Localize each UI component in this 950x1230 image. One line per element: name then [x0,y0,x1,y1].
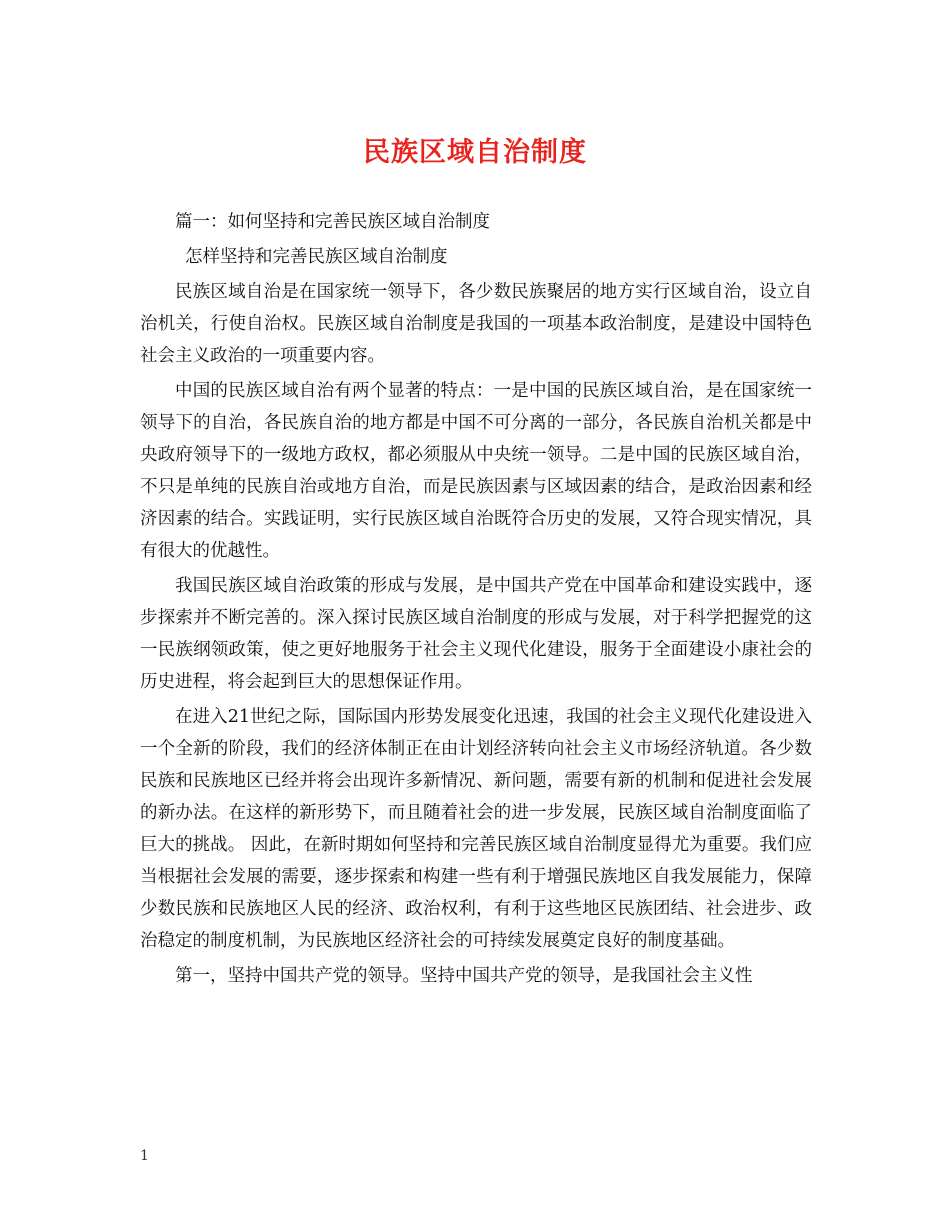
sub-heading: 怎样坚持和完善民族区域自治制度 [185,247,448,267]
paragraph: 中国的民族区域自治有两个显著的特点：一是中国的民族区域自治，是在国家统一领导下的自治，各民族自治的地方都是中国不可分离的一部分，各民族自治机关都是中央政府领导下的一级地方政权，都必须服从中央统一领导。二是中国的民族区域自治，不只是单纯的民族自治或地方自治，而是民族因素与区域因素的结合，是政治因素和经济因素的结合。实践证明，实行民族区域自治既符合历史的发展，又符合现实情况，具有很大的优越性。 [140,381,812,561]
paragraph: 第一，坚持中国共产党的领导。坚持中国共产党的领导，是我国社会主义性 [175,966,753,986]
section-heading: 篇一：如何坚持和完善民族区域自治制度 [175,212,490,232]
paragraph: 在进入21世纪之际，国际国内形势发展变化迅速，我国的社会主义现代化建设进入一个全新的阶段，我们的经济体制正在由计划经济转向社会主义市场经济轨道。各少数民族和民族地区已经并将会出现许多新情况、新问题，需要有新的机制和促进社会发展的新办法。在这样的新形势下，而且随着社会的进一步发展，民族区域自治制度面临了巨大的挑战。 因此，在新时期如何坚持和完善民族区域自治制度显得尤为重要。我们应当根据社会发展的需要，逐步探索和构建一些有利于增强民族地区自我发展能力，保障少数民族和民族地区人民的经济、政治权利，有利于这些地区民族团结、社会进步、政治稳定的制度机制，为民族地区经济社会的可持续发展奠定良好的制度基础。 [140,707,812,951]
document-body [140,206,812,995]
paragraph: 民族区域自治是在国家统一领导下，各少数民族聚居的地方实行区域自治，设立自治机关，行使自治权。民族区域自治制度是我国的一项基本政治制度，是建设中国特色社会主义政治的一项重要内容。 [140,282,812,366]
paragraph: 我国民族区域自治政策的形成与发展，是中国共产党在中国革命和建设实践中，逐步探索并不断完善的。深入探讨民族区域自治制度的形成与发展，对于科学把握党的这一民族纲领政策，使之更好地服务于社会主义现代化建设，服务于全面建设小康社会的历史进程，将会起到巨大的思想保证作用。 [140,576,812,692]
page-number: 1 [140,1148,149,1164]
document-title: 民族区域自治制度 [363,137,587,168]
